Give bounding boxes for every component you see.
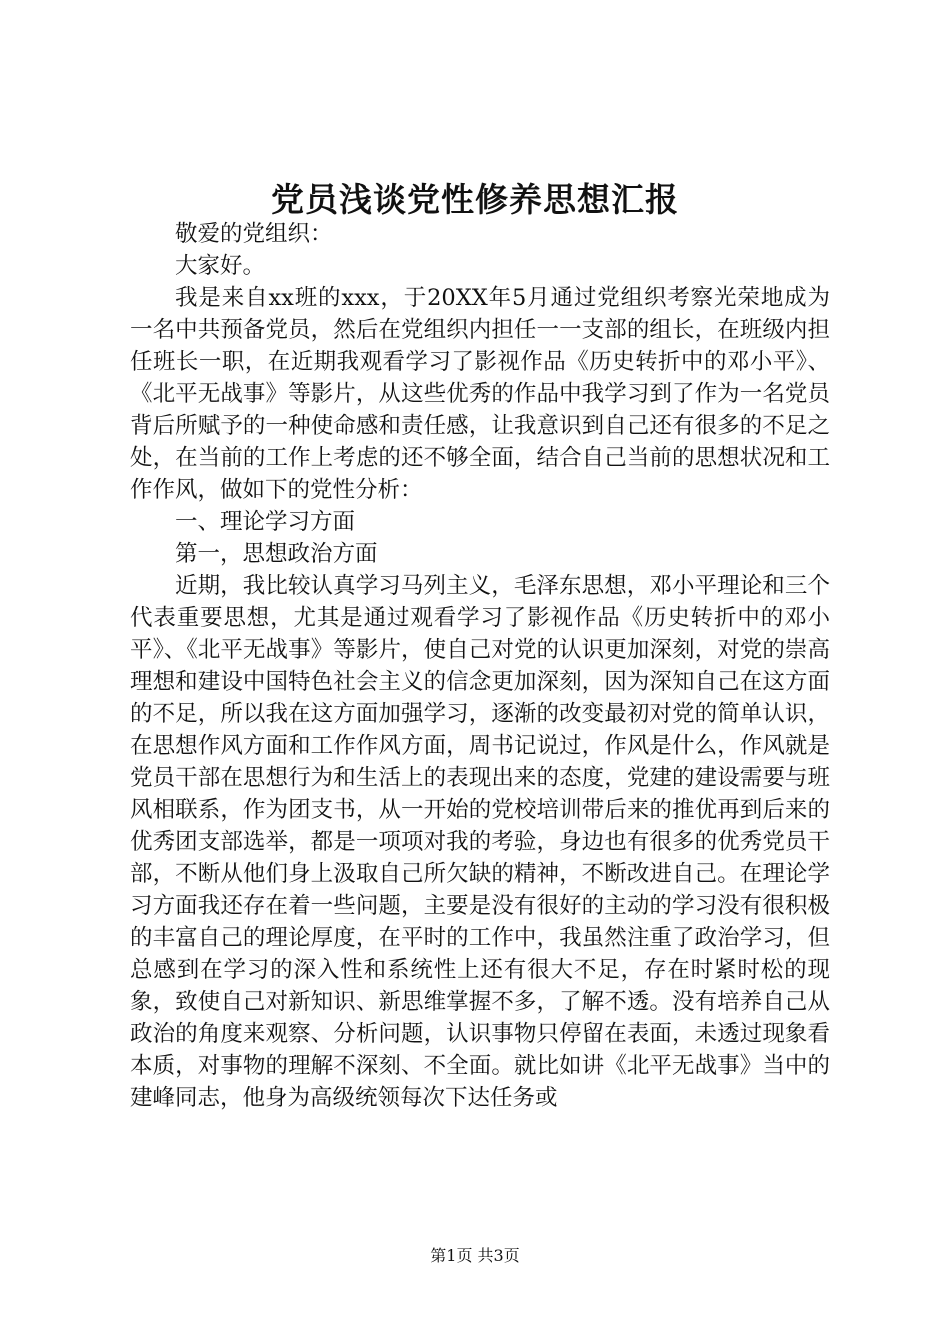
paragraph-introduction: 我是来自xx班的xxx，于20XX年5月通过党组织考察光荣地成为一名中共预备党员，然后在党组织内担任一一支部的组长，在班级内担任班长一职，在近期我观看学习了影视作品《历史转折中的邓小平》、《北平无战事》等影片，从这些优秀的作品中我学习到了作为一名党员背后所赋予的一种使命感和责任感，让我意识到自己还有很多的不足之处，在当前的工作上考虑的还不够全面，结合自己当前的思想状况和工作作风，做如下的党性分析： (130, 285, 830, 503)
document-body (130, 218, 830, 1114)
page-number: 第1页 共3页 (430, 1246, 520, 1265)
paragraph-greeting: 大家好。 (175, 253, 266, 279)
section-heading-theory-study: 一、理论学习方面 (175, 509, 356, 535)
paragraph-political-thought: 近期，我比较认真学习马列主义，毛泽东思想，邓小平理论和三个代表重要思想，尤其是通过观看学习了影视作品《历史转折中的邓小平》、《北平无战事》等影片，使自己对党的认识更加深刻，对党的崇高理想和建设中国特色社会主义的信念更加深刻，因为深知自己在这方面的不足，所以我在这方面加强学习，逐渐的改变最初对党的简单认识，在思想作风方面和工作作风方面，周书记说过，作风是什么，作风就是党员干部在思想行为和生活上的表现出来的态度，党建的建设需要与班风相联系，作为团支书，从一开始的党校培训带后来的推优再到后来的优秀团支部选举，都是一项项对我的考验，身边也有很多的优秀党员干部，不断从他们身上汲取自己所欠缺的精神，不断改进自己。在理论学习方面我还存在着一些问题，主要是没有很好的主动的学习没有很积极的丰富自己的理论厚度，在平时的工作中，我虽然注重了政治学习，但总感到在学习的深入性和系统性上还有很大不足，存在时紧时松的现象，致使自己对新知识、新思维掌握不多，了解不透。没有培养自己从政治的角度来观察、分析问题，认识事物只停留在表面，未透过现象看本质，对事物的理解不深刻、不全面。就比如讲《北平无战事》当中的建峰同志，他身为高级统领每次下达任务或 (130, 573, 830, 1111)
document-title: 党员浅谈党性修养思想汇报 (271, 180, 679, 219)
subsection-heading-political-thought: 第一，思想政治方面 (175, 541, 378, 567)
paragraph-salutation: 敬爱的党组织： (175, 221, 333, 247)
